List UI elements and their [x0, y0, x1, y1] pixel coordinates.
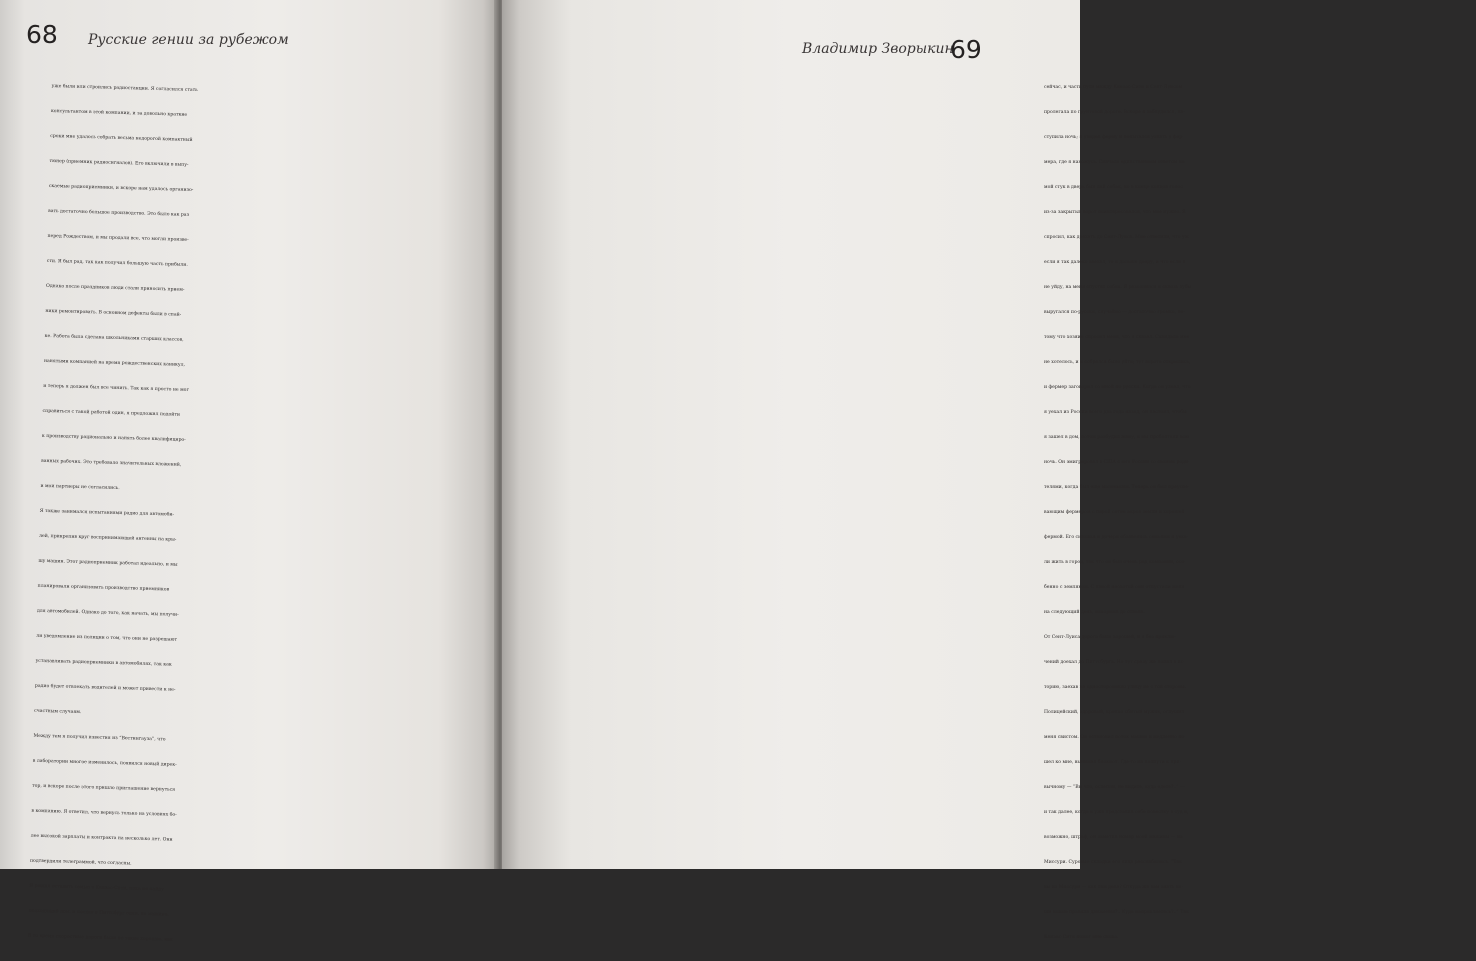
text-line: чений доехал до Питтсбурга. Но тут сразу же попал в ис- [1044, 660, 1185, 665]
right-page [502, 0, 1192, 940]
text-line: я уехал из России всего два года назад, он настоял, чтобы [1044, 410, 1187, 415]
text-line: перед Рождеством, и мы продали все, что могли произве- [47, 233, 189, 243]
text-line: я зашел в дом, потом разбудил жену, и мы проболтали всю [1044, 435, 1190, 440]
text-line: консультантом в этой компании, и за довольно краткие [50, 108, 188, 118]
running-head-left: Русские гении за рубежом [88, 32, 289, 48]
text-line: вы из Миссури — как там дела? Откуда же вам знать на- [1044, 885, 1184, 890]
text-line: к производству рационально и нанять более квалифициро- [41, 433, 186, 443]
text-line: мера, где я нахожусь. Сначала единственным ответом на [1044, 160, 1185, 165]
text-line: уже были или строились радиостанции. Я согласился стать [51, 83, 198, 94]
text-line: не уйду, на меня спустят собак. Я разозлился и сквозь зубы [1044, 285, 1192, 290]
left-page-text [28, 74, 492, 961]
text-line: если я так далеко заехал, то и дальше доеду, и что если я [1044, 260, 1186, 265]
text-line: телями, когда был еще маленьким. Теперь он был преуспе- [1044, 485, 1190, 490]
text-line: тор, и вскоре после этого пришло приглашение вернуться [32, 783, 176, 793]
text-line: скаемые радиоприемники, и вскоре нам удалось организо- [48, 183, 194, 193]
text-line: подходящий дом, и поехал в Питтсбург один, на машине. [28, 908, 169, 918]
text-line: сти. Я был рад, так как получил большую часть прибыли. [46, 258, 188, 268]
text-line: не хотелось, и я собрался было уйти; тут ворота открылись, [1044, 360, 1191, 365]
text-line: ванных рабочих. Это требовало значительных вложений, [41, 458, 182, 468]
text-line: выругался по-русски, случайно — достаточно громко, по- [1044, 310, 1185, 315]
text-line: для автомобилей. Однако до того, как начать, мы получи- [36, 608, 179, 618]
text-line: Однако после праздников люди стали приносить прием- [45, 283, 185, 293]
text-line: справиться с такой работой один, я предложил подойти [42, 408, 181, 418]
text-line: бенно с земляком. С явной неохотой они отпустили меня [1044, 585, 1185, 590]
text-line: В то время скоростные дороги были не такие хорошие, как [27, 933, 173, 943]
text-line: пролегала по грунтовой дороге. Вскоре я заблудился, на- [1044, 110, 1185, 115]
text-line: торию, заехав на одностороннюю улицу не с той стороны. [1044, 685, 1187, 690]
text-line: тому что хозяин спросил меня, что я сказал. Скандала мне [1044, 335, 1190, 340]
text-line: Миссури. Суровые складки его лица расслабились. “Так [1044, 860, 1182, 865]
text-line: возможно, штраф, он заметил номер моей машины — из [1044, 835, 1183, 840]
text-line: ступила ночь; я увидел ферму и попытался узнать у фер- [1044, 135, 1184, 140]
text-line: шу машин. Этот радиоприемник работал идеально, и мы [38, 558, 178, 568]
running-head-right: Владимир Зворыкин [802, 41, 954, 57]
text-line: Полицейский, здоровый, крепко сбитый мужик, оглушил [1044, 710, 1185, 715]
text-line: сроки мне удалось собрать весьма недорогой компактный [50, 133, 193, 143]
text-line: ли жить в город, так что он был очень рад компании, осо- [1044, 560, 1186, 565]
text-line: спросил, как доехать до Сент-Луиса. Мне ответили, что уж [1044, 235, 1189, 240]
text-line: устанавливать радиоприемники в автомобилях, так как [35, 658, 172, 668]
text-line: От Сент-Луиса дорога была хорошей, и я без приклю- [1044, 635, 1176, 640]
text-line: и мои партнеры не согласились. [40, 483, 120, 492]
text-line: из-за закрытых ворот поинтересовался, что мне нужно. Я [1044, 210, 1186, 215]
text-line: вать достаточно большое производство. Это было как раз [48, 208, 190, 218]
text-line: нанятыми компанией на время рождественских каникул, [43, 358, 186, 368]
text-line: счастным случаям. [34, 708, 82, 716]
left-page [0, 0, 498, 943]
text-line: и фермер заговорил со мной по-русски. Когда он узнал, что [1044, 385, 1191, 390]
text-line: на следующий день, накормив до отвала. [1044, 610, 1145, 615]
text-line: фермой. Его сыновья и дочери обзавелись семьями и уеха- [1044, 535, 1189, 540]
text-line: ночь. Он эмигрировал в США с юга России со своими роди- [1044, 460, 1190, 465]
text-line: планировали организовать производство приемников [37, 583, 170, 593]
text-line: сейчас, и часть пути между Канзас-Сити и Сент-Луисом [1044, 85, 1183, 90]
text-line: ли уведомление из полиции о том, что они не разрешают [36, 633, 178, 643]
text-line: тюнер (приемник радиосигналов). Его включили в выпу- [49, 158, 189, 168]
text-line: подтвердили телеграммой, что согласны. [29, 858, 132, 867]
right-page-text [1044, 75, 1476, 950]
text-line: шел ко мне, вынимая блокнот. Где-то на полпути к при- [1044, 760, 1182, 765]
text-line: и так далее, когда я уже представил себе повестку в суд и, [1044, 810, 1189, 815]
text-line: радио будет отвлекать водителей и может привести к не- [34, 683, 176, 693]
text-line: лее высокой зарплаты и контракта на несколько лет. Они [30, 833, 173, 843]
text-line: вычному — “Вы что, ослепли, не видите, куда едете?..” — [1044, 785, 1185, 790]
text-line: Канзас-Сити помог мне снова. [1044, 935, 1119, 940]
text-line: в лаборатории многое изменилось, появился новый дирек- [32, 758, 177, 768]
text-line: меня свистом. Он остановил поток машин и медленно по- [1044, 735, 1186, 740]
text-line: лей, прикрепив круг воспринимающей антенны на кры- [39, 533, 177, 543]
text-line: Я также занимался испытаниями радио для автомоби- [39, 508, 175, 518]
text-line: вающим фермером с парой сотен акров земли и хорошей [1044, 510, 1185, 515]
text-line: ши новые правила движения?.. Куда направляетесь?..” Так [1044, 910, 1189, 915]
text-line: и теперь я должен был все чинить. Так как я просто не мог [43, 383, 189, 393]
text-line: Между тем я получил известия из “Вестингауза”, что [33, 733, 166, 743]
text-line: мой стук в дверь был лай собак, но в конце концов голос [1044, 185, 1183, 190]
page-number-right: 69 [950, 35, 982, 64]
text-line: в компанию. Я ответил, что вернусь только на условиях бо- [31, 808, 177, 818]
page-number-left: 68 [26, 20, 58, 49]
text-line: ке. Работа была сделана школьниками старших классов, [44, 333, 184, 343]
text-line: ники ремонтировать. В основном дефекты были в спай- [45, 308, 182, 318]
text-line: Я решил оставить семью в Канзас-Сити, пока не найду [29, 883, 164, 893]
